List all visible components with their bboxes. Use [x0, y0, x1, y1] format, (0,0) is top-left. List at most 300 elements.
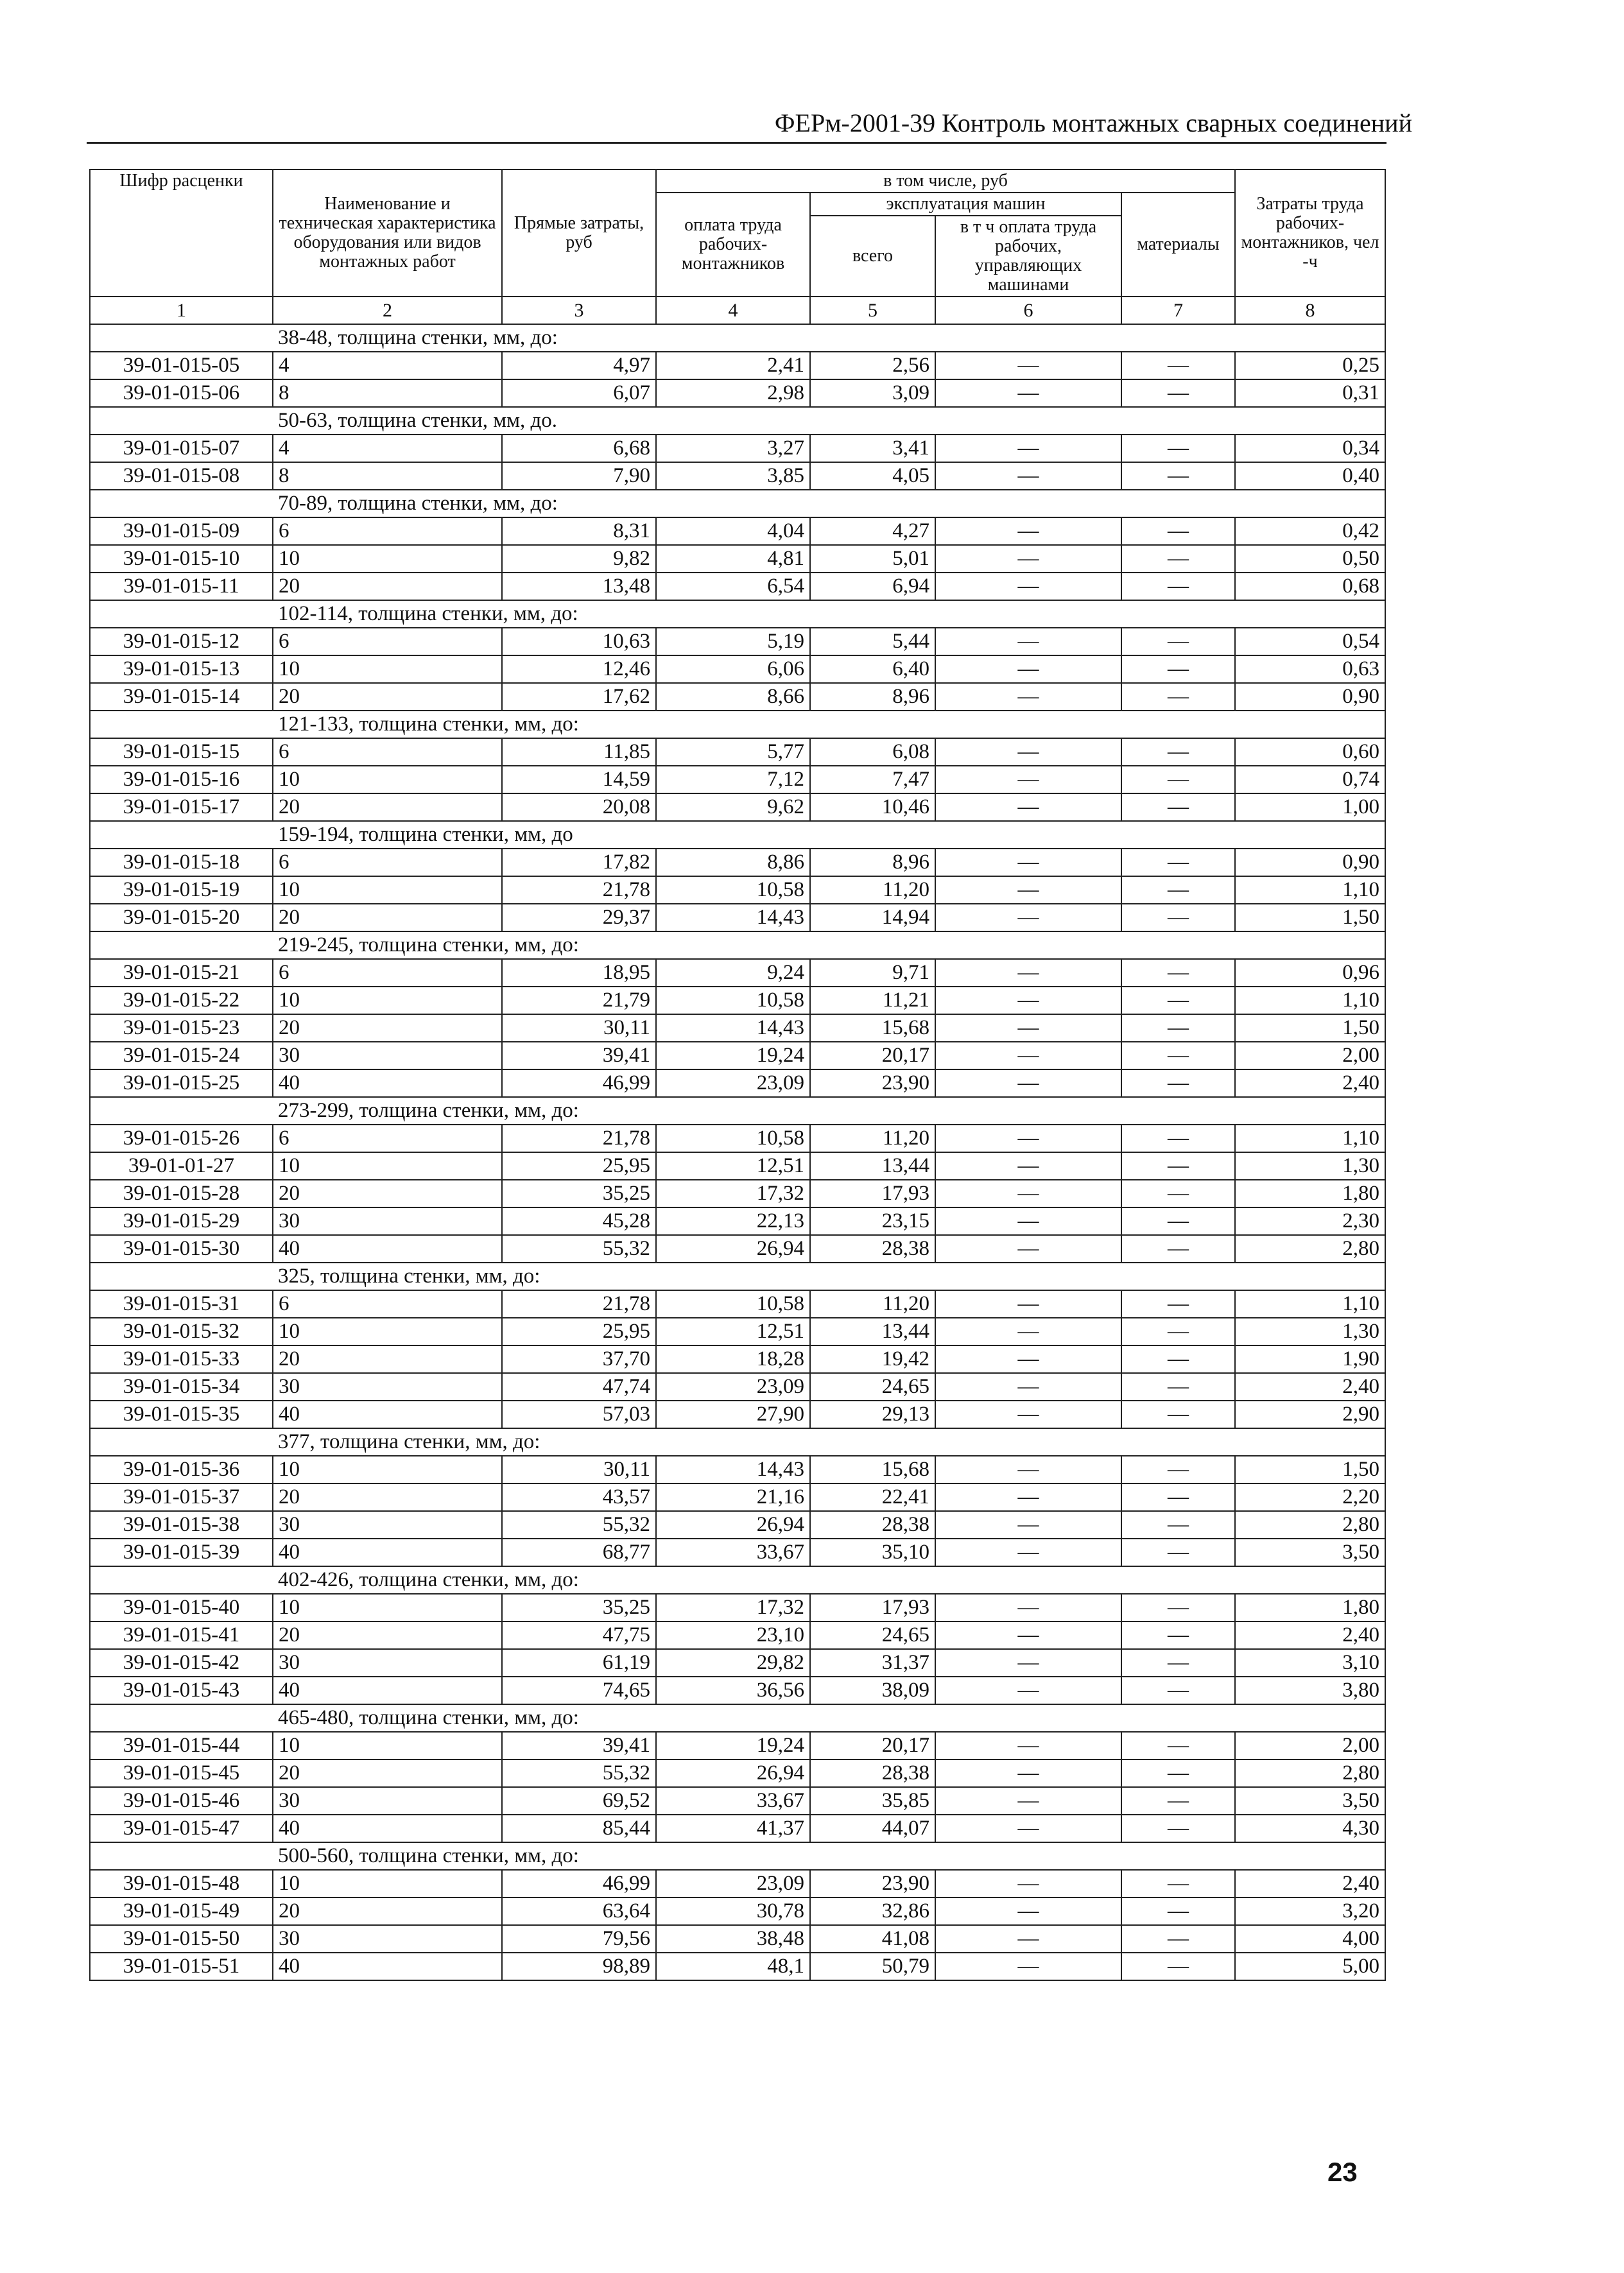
machine-operators-pay-cell: —	[935, 793, 1121, 821]
direct-costs-cell: 37,70	[502, 1345, 656, 1373]
section-title: 38-48, толщина стенки, мм, до:	[273, 324, 1385, 352]
labor-hours-cell: 1,50	[1235, 904, 1385, 931]
rate-code-cell: 39-01-015-33	[90, 1345, 273, 1373]
table-row	[90, 1373, 1385, 1401]
rate-code-cell: 39-01-015-22	[90, 987, 273, 1014]
rate-code-cell: 39-01-015-31	[90, 1290, 273, 1318]
direct-costs-cell: 47,75	[502, 1621, 656, 1649]
machines-total-cell: 4,27	[810, 517, 935, 545]
machine-operators-pay-cell: —	[935, 1290, 1121, 1318]
col-header-hours: Затраты труда рабочих-монтажников, чел -ч	[1235, 169, 1385, 297]
labor-hours-cell: 0,74	[1235, 766, 1385, 793]
materials-cell: —	[1121, 1042, 1235, 1069]
labor-hours-cell: 2,90	[1235, 1401, 1385, 1428]
labor-hours-cell: 0,50	[1235, 545, 1385, 573]
table-row	[90, 849, 1385, 876]
section-header-row	[90, 600, 1385, 628]
rate-code-cell: 39-01-015-18	[90, 849, 273, 876]
rate-code-cell: 39-01-015-51	[90, 1953, 273, 1980]
labor-pay-cell: 17,32	[656, 1180, 810, 1207]
materials-cell: —	[1121, 1787, 1235, 1815]
rate-code-cell: 39-01-015-24	[90, 1042, 273, 1069]
machine-operators-pay-cell: —	[935, 738, 1121, 766]
labor-hours-cell: 1,50	[1235, 1456, 1385, 1483]
labor-pay-cell: 33,67	[656, 1787, 810, 1815]
direct-costs-cell: 85,44	[502, 1815, 656, 1842]
machine-operators-pay-cell: —	[935, 1125, 1121, 1152]
labor-hours-cell: 2,30	[1235, 1207, 1385, 1235]
wall-thickness-cell: 20	[273, 793, 502, 821]
machine-operators-pay-cell: —	[935, 683, 1121, 711]
table-row	[90, 1953, 1385, 1980]
labor-hours-cell: 0,25	[1235, 352, 1385, 379]
labor-hours-cell: 2,80	[1235, 1511, 1385, 1539]
table-row	[90, 1207, 1385, 1235]
labor-pay-cell: 14,43	[656, 904, 810, 931]
col-header-including: в том числе, руб	[656, 169, 1235, 193]
machine-operators-pay-cell: —	[935, 904, 1121, 931]
wall-thickness-cell: 30	[273, 1207, 502, 1235]
machine-operators-pay-cell: —	[935, 1235, 1121, 1263]
section-header-row	[90, 1263, 1385, 1290]
labor-hours-cell: 1,10	[1235, 876, 1385, 904]
rate-code-cell: 39-01-015-49	[90, 1897, 273, 1925]
wall-thickness-cell: 40	[273, 1677, 502, 1704]
labor-hours-cell: 1,80	[1235, 1180, 1385, 1207]
table-row	[90, 1759, 1385, 1787]
labor-hours-cell: 1,30	[1235, 1318, 1385, 1345]
materials-cell: —	[1121, 655, 1235, 683]
labor-hours-cell: 3,10	[1235, 1649, 1385, 1677]
rate-code-cell: 39-01-015-19	[90, 876, 273, 904]
labor-hours-cell: 2,40	[1235, 1069, 1385, 1097]
section-header-spacer	[90, 821, 273, 849]
section-header-row	[90, 1097, 1385, 1125]
rate-code-cell: 39-01-015-43	[90, 1677, 273, 1704]
machine-operators-pay-cell: —	[935, 1759, 1121, 1787]
table-row	[90, 1594, 1385, 1621]
table-row	[90, 793, 1385, 821]
wall-thickness-cell: 20	[273, 1180, 502, 1207]
column-number: 5	[810, 297, 935, 324]
materials-cell: —	[1121, 545, 1235, 573]
rate-code-cell: 39-01-015-26	[90, 1125, 273, 1152]
machines-total-cell: 2,56	[810, 352, 935, 379]
direct-costs-cell: 45,28	[502, 1207, 656, 1235]
labor-hours-cell: 1,10	[1235, 1290, 1385, 1318]
column-number: 3	[502, 297, 656, 324]
machine-operators-pay-cell: —	[935, 1401, 1121, 1428]
machines-total-cell: 3,41	[810, 435, 935, 462]
materials-cell: —	[1121, 1014, 1235, 1042]
materials-cell: —	[1121, 517, 1235, 545]
table-row	[90, 352, 1385, 379]
machine-operators-pay-cell: —	[935, 462, 1121, 490]
machines-total-cell: 23,15	[810, 1207, 935, 1235]
rate-code-cell: 39-01-015-13	[90, 655, 273, 683]
machines-total-cell: 28,38	[810, 1511, 935, 1539]
section-header-spacer	[90, 324, 273, 352]
machines-total-cell: 11,20	[810, 876, 935, 904]
col-header-labor: оплата труда рабочих-монтажников	[656, 193, 810, 297]
rate-code-cell: 39-01-015-48	[90, 1870, 273, 1897]
col-header-machines-total: всего	[810, 216, 935, 297]
labor-pay-cell: 6,54	[656, 573, 810, 600]
machines-total-cell: 3,09	[810, 379, 935, 407]
labor-pay-cell: 9,24	[656, 959, 810, 987]
labor-hours-cell: 0,96	[1235, 959, 1385, 987]
table-row	[90, 1345, 1385, 1373]
labor-pay-cell: 10,58	[656, 987, 810, 1014]
wall-thickness-cell: 6	[273, 738, 502, 766]
table-row	[90, 1235, 1385, 1263]
direct-costs-cell: 4,97	[502, 352, 656, 379]
rate-code-cell: 39-01-01-27	[90, 1152, 273, 1180]
labor-pay-cell: 26,94	[656, 1759, 810, 1787]
machines-total-cell: 13,44	[810, 1318, 935, 1345]
section-header-spacer	[90, 711, 273, 738]
wall-thickness-cell: 40	[273, 1069, 502, 1097]
machine-operators-pay-cell: —	[935, 1069, 1121, 1097]
table-row	[90, 876, 1385, 904]
labor-pay-cell: 14,43	[656, 1456, 810, 1483]
labor-pay-cell: 22,13	[656, 1207, 810, 1235]
section-header-spacer	[90, 1263, 273, 1290]
labor-pay-cell: 10,58	[656, 1125, 810, 1152]
machine-operators-pay-cell: —	[935, 876, 1121, 904]
labor-pay-cell: 27,90	[656, 1401, 810, 1428]
labor-hours-cell: 0,34	[1235, 435, 1385, 462]
direct-costs-cell: 25,95	[502, 1318, 656, 1345]
wall-thickness-cell: 40	[273, 1401, 502, 1428]
table-row	[90, 1069, 1385, 1097]
machines-total-cell: 13,44	[810, 1152, 935, 1180]
labor-pay-cell: 30,78	[656, 1897, 810, 1925]
labor-hours-cell: 0,54	[1235, 628, 1385, 655]
machines-total-cell: 14,94	[810, 904, 935, 931]
labor-pay-cell: 33,67	[656, 1539, 810, 1566]
materials-cell: —	[1121, 1953, 1235, 1980]
table-row	[90, 379, 1385, 407]
direct-costs-cell: 39,41	[502, 1042, 656, 1069]
wall-thickness-cell: 30	[273, 1649, 502, 1677]
materials-cell: —	[1121, 1207, 1235, 1235]
labor-pay-cell: 2,98	[656, 379, 810, 407]
wall-thickness-cell: 10	[273, 987, 502, 1014]
direct-costs-cell: 57,03	[502, 1401, 656, 1428]
materials-cell: —	[1121, 1539, 1235, 1566]
wall-thickness-cell: 10	[273, 1732, 502, 1759]
rate-code-cell: 39-01-015-42	[90, 1649, 273, 1677]
wall-thickness-cell: 4	[273, 435, 502, 462]
wall-thickness-cell: 8	[273, 462, 502, 490]
labor-hours-cell: 2,40	[1235, 1373, 1385, 1401]
machine-operators-pay-cell: —	[935, 1318, 1121, 1345]
materials-cell: —	[1121, 738, 1235, 766]
machines-total-cell: 20,17	[810, 1042, 935, 1069]
section-title: 102-114, толщина стенки, мм, до:	[273, 600, 1385, 628]
wall-thickness-cell: 6	[273, 1125, 502, 1152]
section-title: 402-426, толщина стенки, мм, до:	[273, 1566, 1385, 1594]
rate-code-cell: 39-01-015-37	[90, 1483, 273, 1511]
machine-operators-pay-cell: —	[935, 1456, 1121, 1483]
machines-total-cell: 24,65	[810, 1621, 935, 1649]
machine-operators-pay-cell: —	[935, 766, 1121, 793]
direct-costs-cell: 17,62	[502, 683, 656, 711]
labor-hours-cell: 2,40	[1235, 1870, 1385, 1897]
section-title: 50-63, толщина стенки, мм, до.	[273, 407, 1385, 435]
table-row	[90, 1677, 1385, 1704]
direct-costs-cell: 17,82	[502, 849, 656, 876]
wall-thickness-cell: 6	[273, 517, 502, 545]
labor-hours-cell: 0,42	[1235, 517, 1385, 545]
labor-pay-cell: 29,82	[656, 1649, 810, 1677]
labor-pay-cell: 41,37	[656, 1815, 810, 1842]
labor-hours-cell: 2,20	[1235, 1483, 1385, 1511]
direct-costs-cell: 55,32	[502, 1511, 656, 1539]
labor-hours-cell: 1,90	[1235, 1345, 1385, 1373]
machine-operators-pay-cell: —	[935, 628, 1121, 655]
direct-costs-cell: 21,78	[502, 876, 656, 904]
materials-cell: —	[1121, 1318, 1235, 1345]
rate-code-cell: 39-01-015-32	[90, 1318, 273, 1345]
direct-costs-cell: 46,99	[502, 1069, 656, 1097]
table-row	[90, 1787, 1385, 1815]
section-header-row	[90, 821, 1385, 849]
materials-cell: —	[1121, 1594, 1235, 1621]
direct-costs-cell: 21,78	[502, 1290, 656, 1318]
materials-cell: —	[1121, 876, 1235, 904]
direct-costs-cell: 39,41	[502, 1732, 656, 1759]
rate-code-cell: 39-01-015-05	[90, 352, 273, 379]
table-row	[90, 683, 1385, 711]
rate-code-cell: 39-01-015-46	[90, 1787, 273, 1815]
labor-pay-cell: 12,51	[656, 1152, 810, 1180]
machines-total-cell: 29,13	[810, 1401, 935, 1428]
labor-pay-cell: 8,86	[656, 849, 810, 876]
table-row	[90, 1318, 1385, 1345]
materials-cell: —	[1121, 766, 1235, 793]
rate-code-cell: 39-01-015-07	[90, 435, 273, 462]
labor-hours-cell: 2,80	[1235, 1235, 1385, 1263]
rate-code-cell: 39-01-015-16	[90, 766, 273, 793]
table-row	[90, 573, 1385, 600]
machines-total-cell: 28,38	[810, 1235, 935, 1263]
direct-costs-cell: 21,79	[502, 987, 656, 1014]
labor-hours-cell: 1,10	[1235, 987, 1385, 1014]
machines-total-cell: 8,96	[810, 683, 935, 711]
materials-cell: —	[1121, 1649, 1235, 1677]
wall-thickness-cell: 6	[273, 849, 502, 876]
wall-thickness-cell: 6	[273, 959, 502, 987]
page-number: 23	[1327, 2157, 1358, 2187]
wall-thickness-cell: 10	[273, 655, 502, 683]
direct-costs-cell: 47,74	[502, 1373, 656, 1401]
machine-operators-pay-cell: —	[935, 1677, 1121, 1704]
direct-costs-cell: 20,08	[502, 793, 656, 821]
section-header-row	[90, 1704, 1385, 1732]
materials-cell: —	[1121, 904, 1235, 931]
labor-hours-cell: 3,80	[1235, 1677, 1385, 1704]
section-header-row	[90, 1842, 1385, 1870]
section-header-spacer	[90, 600, 273, 628]
machine-operators-pay-cell: —	[935, 1539, 1121, 1566]
materials-cell: —	[1121, 1897, 1235, 1925]
col-header-code: Шифр расценки	[90, 169, 273, 297]
wall-thickness-cell: 40	[273, 1539, 502, 1566]
rate-code-cell: 39-01-015-39	[90, 1539, 273, 1566]
section-header-row	[90, 711, 1385, 738]
machines-total-cell: 15,68	[810, 1456, 935, 1483]
section-header-spacer	[90, 1842, 273, 1870]
page-header-title: ФЕРм-2001-39 Контроль монтажных сварных соединений	[774, 108, 1412, 137]
direct-costs-cell: 10,63	[502, 628, 656, 655]
wall-thickness-cell: 10	[273, 1152, 502, 1180]
direct-costs-cell: 9,82	[502, 545, 656, 573]
machines-total-cell: 38,09	[810, 1677, 935, 1704]
rate-code-cell: 39-01-015-25	[90, 1069, 273, 1097]
table-row	[90, 987, 1385, 1014]
machine-operators-pay-cell: —	[935, 1953, 1121, 1980]
table-row	[90, 462, 1385, 490]
wall-thickness-cell: 30	[273, 1373, 502, 1401]
labor-pay-cell: 12,51	[656, 1318, 810, 1345]
direct-costs-cell: 79,56	[502, 1925, 656, 1953]
col-header-direct: Прямые затраты, руб	[502, 169, 656, 297]
section-header-row	[90, 1428, 1385, 1456]
machines-total-cell: 23,90	[810, 1870, 935, 1897]
rate-code-cell: 39-01-015-17	[90, 793, 273, 821]
materials-cell: —	[1121, 1511, 1235, 1539]
labor-pay-cell: 19,24	[656, 1732, 810, 1759]
direct-costs-cell: 11,85	[502, 738, 656, 766]
materials-cell: —	[1121, 1621, 1235, 1649]
materials-cell: —	[1121, 628, 1235, 655]
labor-pay-cell: 4,04	[656, 517, 810, 545]
machine-operators-pay-cell: —	[935, 517, 1121, 545]
labor-hours-cell: 3,20	[1235, 1897, 1385, 1925]
labor-hours-cell: 2,00	[1235, 1732, 1385, 1759]
labor-hours-cell: 1,00	[1235, 793, 1385, 821]
wall-thickness-cell: 6	[273, 628, 502, 655]
materials-cell: —	[1121, 1373, 1235, 1401]
materials-cell: —	[1121, 352, 1235, 379]
machines-total-cell: 6,08	[810, 738, 935, 766]
table-row	[90, 1815, 1385, 1842]
section-title: 121-133, толщина стенки, мм, до:	[273, 711, 1385, 738]
machines-total-cell: 11,20	[810, 1290, 935, 1318]
materials-cell: —	[1121, 1870, 1235, 1897]
materials-cell: —	[1121, 1483, 1235, 1511]
direct-costs-cell: 25,95	[502, 1152, 656, 1180]
materials-cell: —	[1121, 573, 1235, 600]
labor-hours-cell: 1,50	[1235, 1014, 1385, 1042]
column-number: 2	[273, 297, 502, 324]
table-row	[90, 1511, 1385, 1539]
machine-operators-pay-cell: —	[935, 1787, 1121, 1815]
machines-total-cell: 35,85	[810, 1787, 935, 1815]
rate-code-cell: 39-01-015-50	[90, 1925, 273, 1953]
rate-code-cell: 39-01-015-23	[90, 1014, 273, 1042]
wall-thickness-cell: 8	[273, 379, 502, 407]
labor-pay-cell: 23,09	[656, 1870, 810, 1897]
labor-hours-cell: 3,50	[1235, 1787, 1385, 1815]
machine-operators-pay-cell: —	[935, 1373, 1121, 1401]
section-header-row	[90, 324, 1385, 352]
labor-pay-cell: 38,48	[656, 1925, 810, 1953]
rate-code-cell: 39-01-015-34	[90, 1373, 273, 1401]
rate-code-cell: 39-01-015-44	[90, 1732, 273, 1759]
machine-operators-pay-cell: —	[935, 1897, 1121, 1925]
col-header-machines-labor: в т ч оплата труда рабочих, управляющих машинами	[935, 216, 1121, 297]
machines-total-cell: 23,90	[810, 1069, 935, 1097]
wall-thickness-cell: 20	[273, 1897, 502, 1925]
wall-thickness-cell: 20	[273, 683, 502, 711]
table-row	[90, 738, 1385, 766]
machines-total-cell: 41,08	[810, 1925, 935, 1953]
machines-total-cell: 11,20	[810, 1125, 935, 1152]
labor-hours-cell: 0,60	[1235, 738, 1385, 766]
labor-hours-cell: 3,50	[1235, 1539, 1385, 1566]
machines-total-cell: 5,44	[810, 628, 935, 655]
materials-cell: —	[1121, 1125, 1235, 1152]
header-row-1	[90, 169, 1385, 193]
machine-operators-pay-cell: —	[935, 1732, 1121, 1759]
labor-pay-cell: 23,09	[656, 1069, 810, 1097]
machine-operators-pay-cell: —	[935, 1345, 1121, 1373]
section-header-row	[90, 407, 1385, 435]
labor-pay-cell: 36,56	[656, 1677, 810, 1704]
direct-costs-cell: 35,25	[502, 1180, 656, 1207]
materials-cell: —	[1121, 1290, 1235, 1318]
section-title: 465-480, толщина стенки, мм, до:	[273, 1704, 1385, 1732]
machines-total-cell: 17,93	[810, 1594, 935, 1621]
labor-pay-cell: 8,66	[656, 683, 810, 711]
direct-costs-cell: 63,64	[502, 1897, 656, 1925]
machine-operators-pay-cell: —	[935, 987, 1121, 1014]
wall-thickness-cell: 40	[273, 1815, 502, 1842]
rate-code-cell: 39-01-015-41	[90, 1621, 273, 1649]
table-row	[90, 517, 1385, 545]
labor-pay-cell: 2,41	[656, 352, 810, 379]
labor-pay-cell: 5,19	[656, 628, 810, 655]
machine-operators-pay-cell: —	[935, 959, 1121, 987]
rate-code-cell: 39-01-015-35	[90, 1401, 273, 1428]
wall-thickness-cell: 20	[273, 1345, 502, 1373]
materials-cell: —	[1121, 462, 1235, 490]
rates-table	[89, 169, 1386, 1981]
table-row	[90, 545, 1385, 573]
labor-pay-cell: 48,1	[656, 1953, 810, 1980]
labor-pay-cell: 3,85	[656, 462, 810, 490]
rate-code-cell: 39-01-015-36	[90, 1456, 273, 1483]
section-header-spacer	[90, 1097, 273, 1125]
table-row	[90, 1290, 1385, 1318]
direct-costs-cell: 8,31	[502, 517, 656, 545]
machines-total-cell: 20,17	[810, 1732, 935, 1759]
machines-total-cell: 19,42	[810, 1345, 935, 1373]
labor-hours-cell: 2,40	[1235, 1621, 1385, 1649]
materials-cell: —	[1121, 1345, 1235, 1373]
rate-code-cell: 39-01-015-28	[90, 1180, 273, 1207]
machines-total-cell: 4,05	[810, 462, 935, 490]
materials-cell: —	[1121, 1456, 1235, 1483]
table-row	[90, 1014, 1385, 1042]
machine-operators-pay-cell: —	[935, 545, 1121, 573]
direct-costs-cell: 74,65	[502, 1677, 656, 1704]
wall-thickness-cell: 30	[273, 1042, 502, 1069]
machines-total-cell: 32,86	[810, 1897, 935, 1925]
